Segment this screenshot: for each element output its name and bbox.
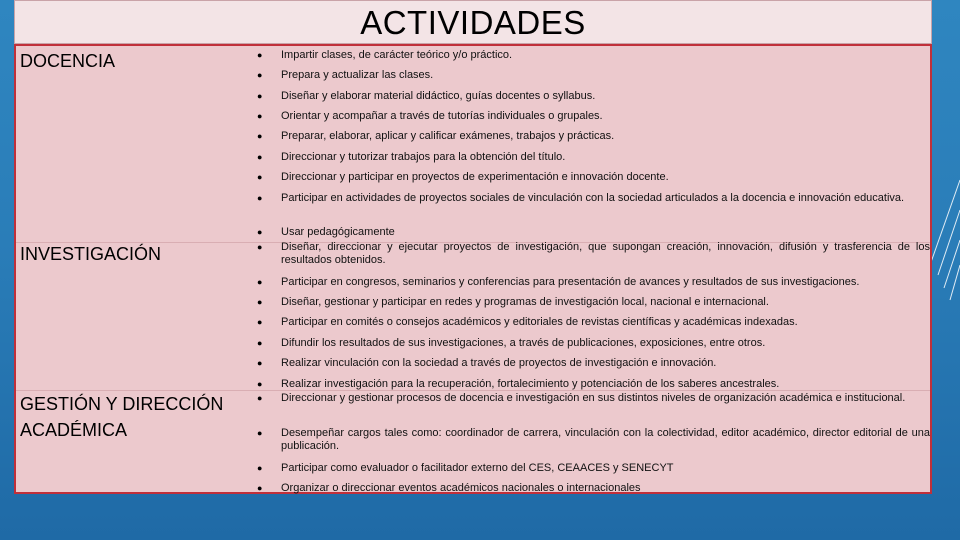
list-item: ● Participar en comités o consejos académicos y editoriales de revistas científicas y académicas indexadas. (257, 316, 798, 328)
list-item: ● Orientar y acompañar a través de tutorías individuales o grupales. (257, 110, 603, 122)
bullet-icon: ● (257, 317, 263, 327)
bullet-icon: ● (257, 91, 263, 101)
bullet-icon: ● (257, 227, 263, 237)
list-item: ● Participar en actividades de proyectos sociales de vinculación con la sociedad articulados a la docencia e innovación educativa. (257, 192, 905, 204)
list-item: ● Direccionar y tutorizar trabajos para la obtención del título. (257, 151, 566, 163)
list-item: ● Diseñar, gestionar y participar en redes y programas de investigación local, nacional e internacional. (257, 296, 769, 308)
bullet-icon: ● (257, 50, 263, 60)
section-label-investigacion: INVESTIGACIÓN (20, 244, 162, 264)
list-item: ● Organizar o direccionar eventos académicos nacionales o internacionales (257, 482, 641, 494)
list-item: ● Preparar, elaborar, aplicar y calificar exámenes, trabajos y prácticas. (257, 130, 615, 142)
bullet-icon: ● (257, 193, 263, 203)
list-item: ● Desempeñar cargos tales como: coordinador de carrera, vinculación con la colectividad, editor académico, director editorial de una publicación. (257, 427, 930, 452)
list-item: ● Prepara y actualizar las clases. (257, 69, 434, 81)
list-item: ● Difundir los resultados de sus investigaciones, a través de publicaciones, exposiciones, entre otros. (257, 337, 766, 349)
list-item: ● Realizar investigación para la recuperación, fortalecimiento y potenciación de los saberes ancestrales. (257, 378, 780, 390)
title-bar (14, 0, 932, 44)
section-label-gestion-line1: GESTIÓN Y DIRECCIÓN (20, 394, 224, 414)
section-label-gestion-line2: ACADÉMICA (20, 420, 128, 440)
list-item: ● Diseñar y elaborar material didáctico, guías docentes o syllabus. (257, 90, 596, 102)
bullet-icon: ● (257, 111, 263, 121)
list-item: ● Participar como evaluador o facilitador externo del CES, CEAACES y SENECYT (257, 462, 674, 474)
bullet-icon: ● (257, 463, 263, 473)
list-item: ● Usar pedagógicamente (257, 226, 395, 238)
list-item: ● Realizar vinculación con la sociedad a través de proyectos de investigación e innovación. (257, 357, 717, 369)
bullet-icon: ● (257, 379, 263, 389)
section-label-docencia: DOCENCIA (20, 51, 116, 71)
list-item: ● Impartir clases, de carácter teórico y/o práctico. (257, 49, 513, 61)
list-item: ● Direccionar y participar en proyectos de experimentación e innovación docente. (257, 171, 669, 183)
bullet-icon: ● (257, 70, 263, 80)
bullet-icon: ● (257, 277, 263, 287)
bullet-icon: ● (257, 131, 263, 141)
section-label-gestion (20, 391, 223, 443)
bullet-icon: ● (257, 428, 263, 438)
activities-table (14, 44, 932, 494)
bullet-icon: ● (257, 393, 263, 403)
bullet-icon: ● (257, 152, 263, 162)
bullet-icon: ● (257, 338, 263, 348)
list-item: ● Direccionar y gestionar procesos de docencia e investigación en sus distintos niveles de organización académica e institucional. (257, 392, 906, 404)
decorative-lines (930, 170, 960, 330)
list-item: ● Diseñar, direccionar y ejecutar proyectos de investigación, que supongan creación, innovación, difusión y trasferencia de los resultados obtenidos. (257, 241, 930, 266)
bullet-icon: ● (257, 297, 263, 307)
bullet-icon: ● (257, 172, 263, 182)
bullet-icon: ● (257, 242, 263, 252)
page-title: ACTIVIDADES (360, 4, 586, 41)
bullet-icon: ● (257, 358, 263, 368)
bullet-icon: ● (257, 483, 263, 493)
list-item: ● Participar en congresos, seminarios y conferencias para presentación de avances y resultados de sus investigaciones. (257, 276, 860, 288)
